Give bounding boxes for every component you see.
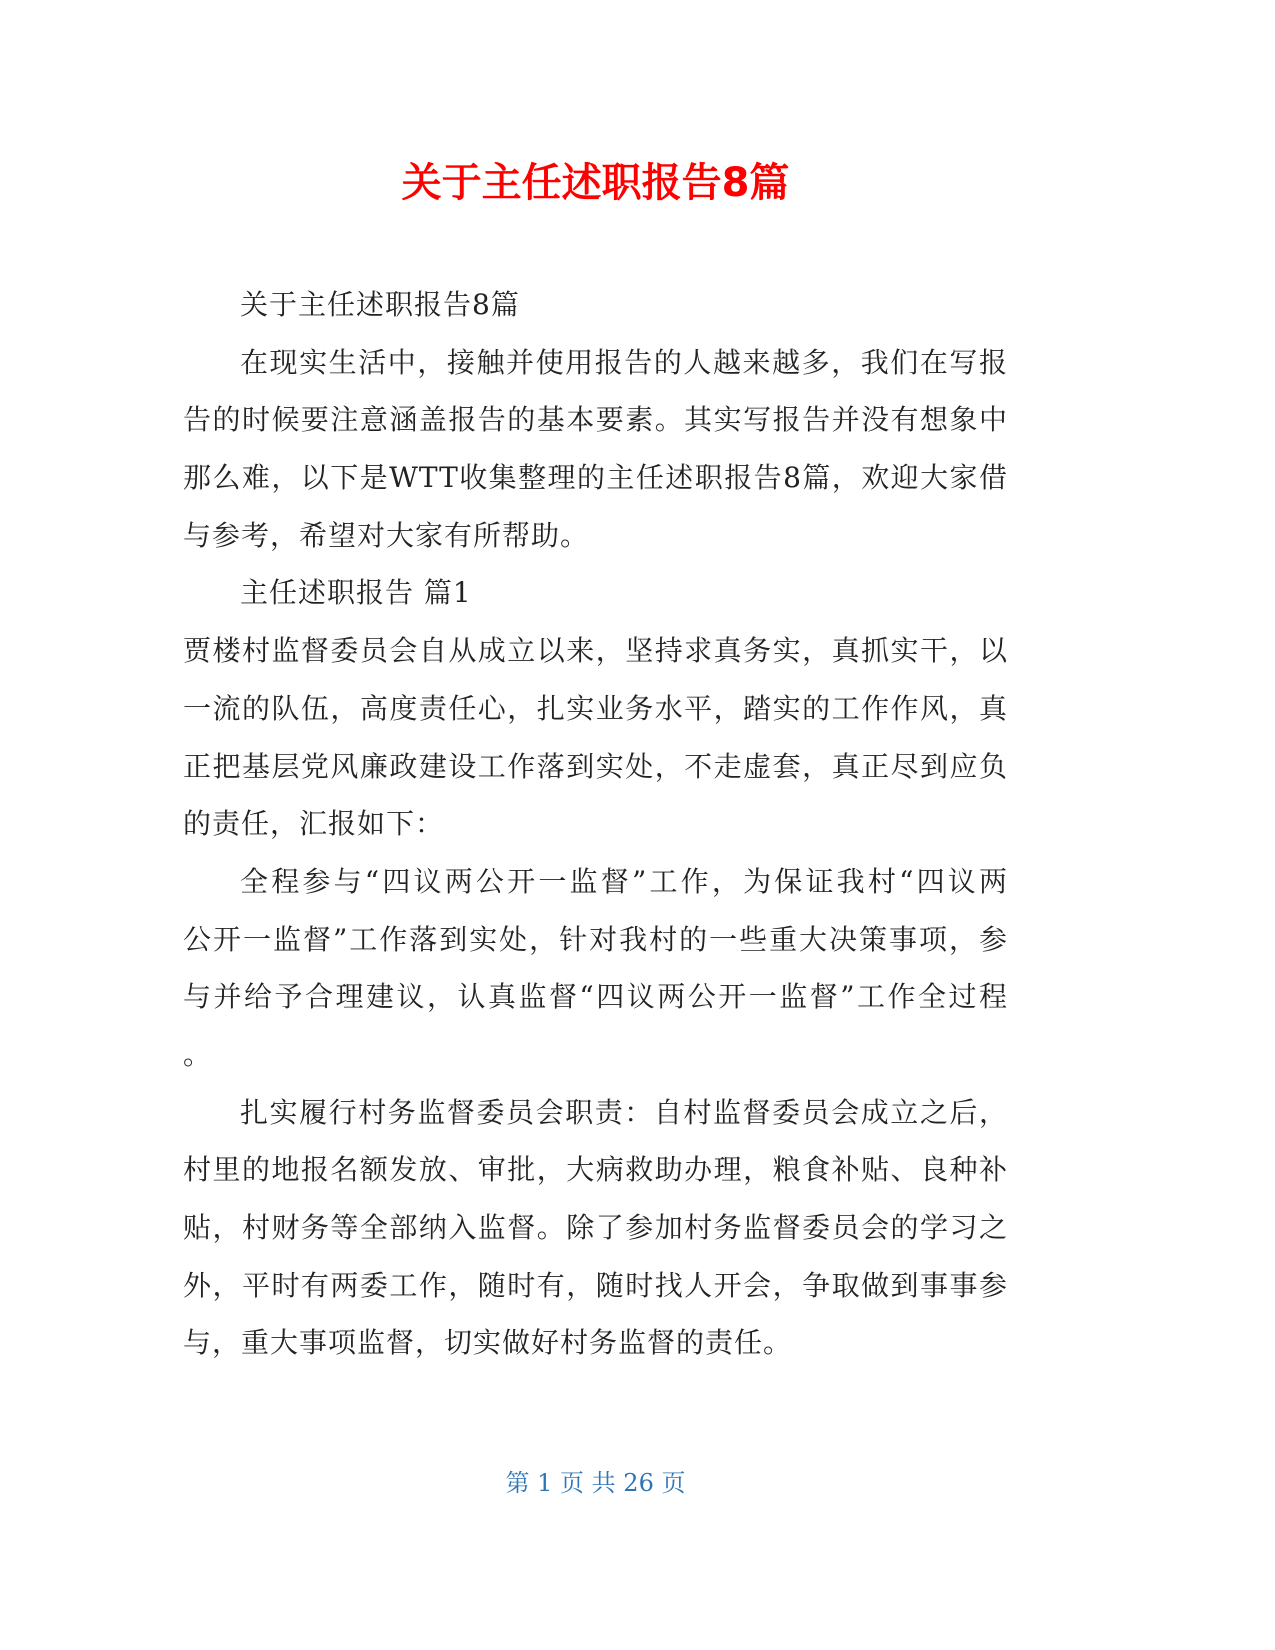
text-line: 贴，村财务等全部纳入监督。除了参加村务监督委员会的学习之 [183,1211,1008,1244]
paragraph-overview [183,622,1008,853]
document-body [183,276,1008,1372]
text-line: 告的时候要注意涵盖报告的基本要素。其实写报告并没有想象中 [183,403,1008,437]
paragraph-participation [183,853,1008,1084]
text-line: 那么难，以下是WTT收集整理的主任述职报告8篇，欢迎大家借 [183,461,1008,495]
paragraph-intro [183,334,1008,565]
text-line: 。 [183,1037,213,1071]
text-line: 主任述职报告 篇1 [240,576,472,610]
text-line: 全程参与“四议两公开一监督”工作，为保证我村“四议两 [240,864,1008,898]
text-line: 关于主任述职报告8篇 [240,288,520,321]
text-line: 与，重大事项监督，切实做好村务监督的责任。 [183,1326,793,1360]
section-heading [183,564,1008,622]
text-line: 扎实履行村务监督委员会职责：自村监督委员会成立之后， [240,1095,1008,1129]
text-line: 一流的队伍，高度责任心，扎实业务水平，踏实的工作作风，真 [183,691,1008,725]
text-line: 在现实生活中，接触并使用报告的人越来越多，我们在写报 [240,345,1008,379]
text-line: 的责任，汇报如下： [183,807,445,841]
text-line: 贾楼村监督委员会自从成立以来，坚持求真务实，真抓实干，以 [183,634,1008,668]
document-title: 关于主任述职报告8篇 [401,160,790,206]
page-number-footer: 第 1 页 共 26 页 [505,1469,686,1497]
text-line: 与参考，希望对大家有所帮助。 [183,518,590,552]
text-line: 公开一监督”工作落到实处，针对我村的一些重大决策事项，参 [183,922,1008,956]
text-line: 外，平时有两委工作，随时有，随时找人开会，争取做到事事参 [183,1268,1008,1302]
text-line: 正把基层党风廉政建设工作落到实处，不走虚套，真正尽到应负 [183,749,1008,783]
text-line: 与并给予合理建议，认真监督“四议两公开一监督”工作全过程 [183,980,1008,1014]
paragraph-subtitle [183,276,1008,334]
paragraph-duties [183,1084,1008,1372]
text-line: 村里的地报名额发放、审批，大病救助办理，粮食补贴、良种补 [183,1153,1008,1187]
